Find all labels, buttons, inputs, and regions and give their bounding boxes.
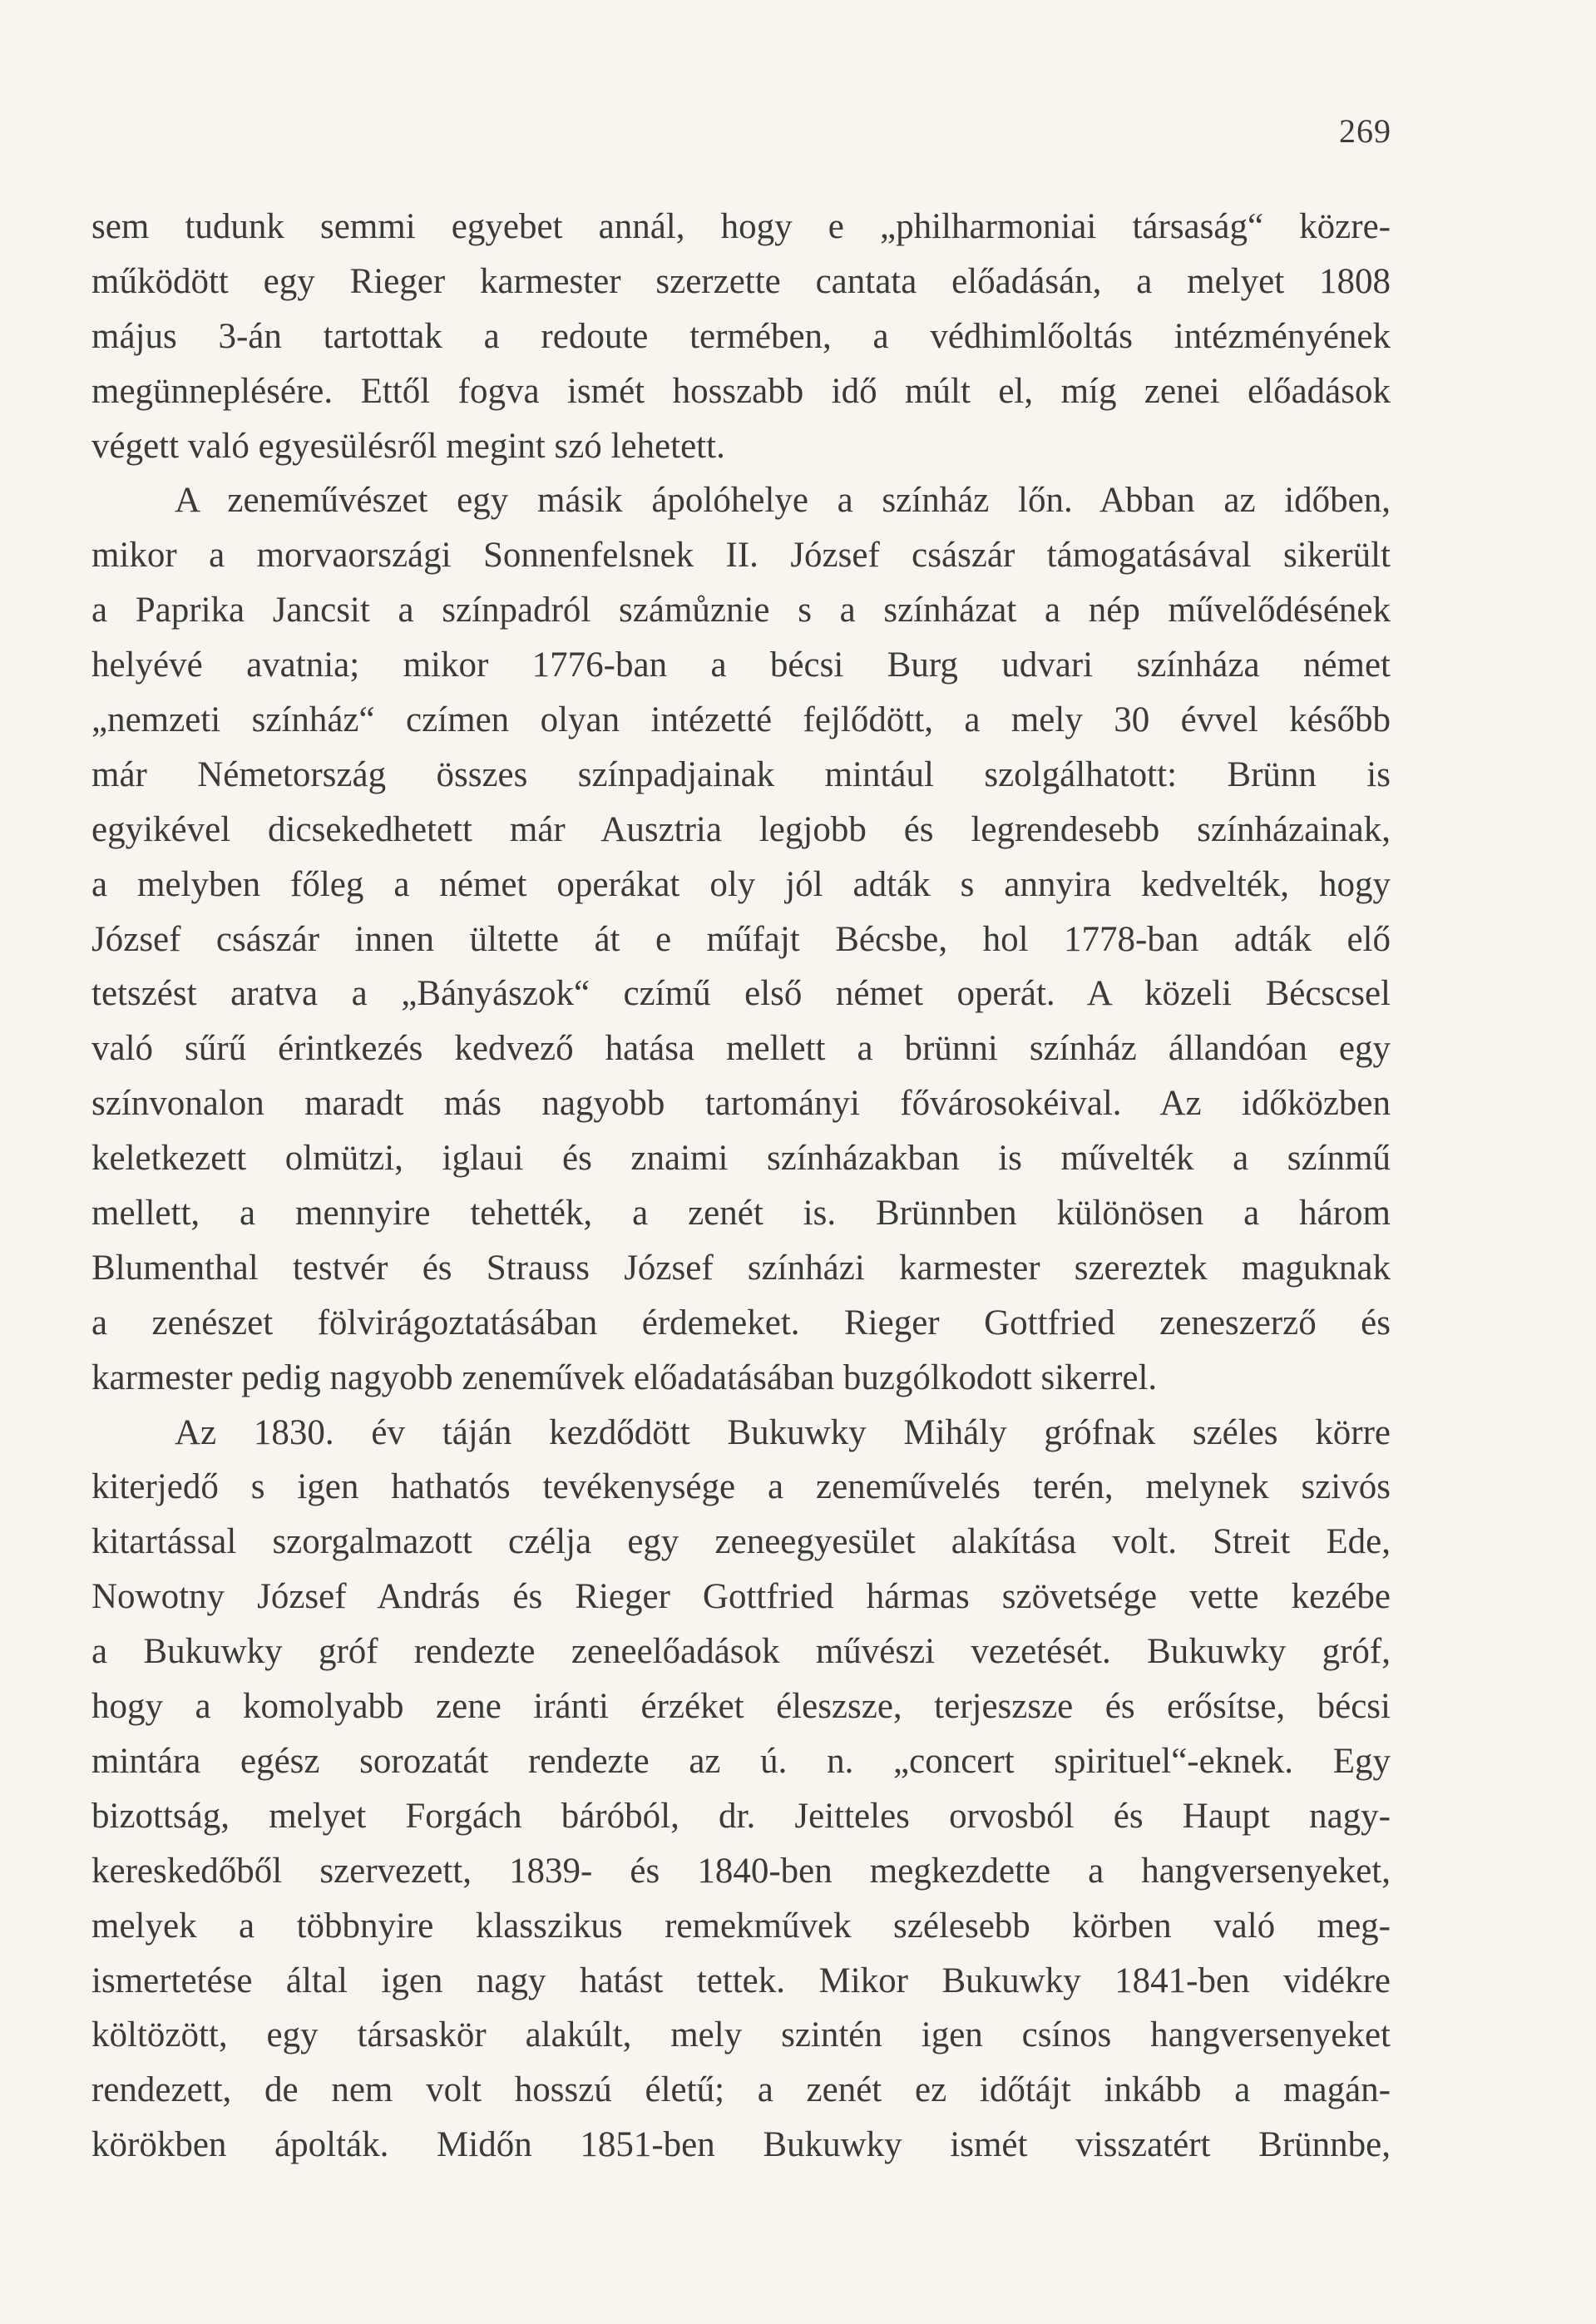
text-line: május 3-án tartottak a redoute termében, a védhimlőoltás intézményének bbox=[91, 316, 1391, 356]
text-line: már Németország összes színpadjainak mintául szolgálhatott: Brünn is bbox=[91, 754, 1391, 794]
text-line: ismertetése által igen nagy hatást tettek. Mikor Bukuwky 1841-ben vidékre bbox=[91, 1961, 1391, 2000]
text-line: mintára egész sorozatát rendezte az ú. n. „concert spirituel“-eknek. Egy bbox=[91, 1741, 1391, 1781]
text-line: egyikével dicsekedhetett már Ausztria legjobb és legrendesebb színházainak, bbox=[91, 809, 1391, 849]
text-line: tetszést aratva a „Bányászok“ czímű első német operát. A közeli Bécscsel bbox=[91, 974, 1391, 1014]
text-line: végett való egyesülésről megint szó lehetett. bbox=[91, 426, 725, 466]
text-line: helyévé avatnia; mikor 1776-ban a bécsi Burg udvari színháza német bbox=[91, 645, 1391, 685]
text-line: kiterjedő s igen hathatós tevékenysége a zeneművelés terén, melynek szivós bbox=[91, 1467, 1391, 1507]
text-line: színvonalon maradt más nagyobb tartományi fővárosokéival. Az időközben bbox=[91, 1084, 1391, 1124]
text-line: hogy a komolyabb zene iránti érzéket éleszsze, terjeszsze és erősítse, bécsi bbox=[91, 1687, 1391, 1727]
text-line: a zenészet fölvirágoztatásában érdemeket. Rieger Gottfried zeneszerző és bbox=[91, 1303, 1391, 1342]
text-line: bizottság, melyet Forgách báróból, dr. Jeitteles orvosból és Haupt nagy- bbox=[91, 1796, 1391, 1836]
text-line: A zeneművészet egy másik ápolóhelye a színház lőn. Abban az időben, bbox=[175, 481, 1391, 521]
text-line: a Paprika Jancsit a színpadról számůznie s a színházat a nép művelődésének bbox=[91, 591, 1391, 630]
text-line: József császár innen ültette át e műfajt Bécsbe, hol 1778-ban adták elő bbox=[91, 919, 1391, 959]
text-line: Blumenthal testvér és Strauss József színházi karmester szereztek maguknak bbox=[91, 1248, 1391, 1288]
text-line: rendezett, de nem volt hosszú életű; a zenét ez időtájt inkább a magán- bbox=[91, 2070, 1391, 2110]
body-text bbox=[91, 200, 1391, 2173]
text-line: mikor a morvaországi Sonnenfelsnek II. József császár támogatásával sikerült bbox=[91, 536, 1391, 576]
text-line: Nowotny József András és Rieger Gottfried hármas szövetsége vette kezébe bbox=[91, 1577, 1391, 1617]
text-line: kitartással szorgalmazott czélja egy zeneegyesület alakítása volt. Streit Ede, bbox=[91, 1522, 1391, 1562]
text-line: működött egy Rieger karmester szerzette cantata előadásán, a melyet 1808 bbox=[91, 261, 1391, 301]
text-line: megünneplésére. Ettől fogva ismét hosszabb idő múlt el, míg zenei előadások bbox=[91, 371, 1391, 411]
text-line: sem tudunk semmi egyebet annál, hogy e „philharmoniai társaság“ közre- bbox=[91, 207, 1391, 246]
text-line: kereskedőből szervezett, 1839- és 1840-ben megkezdette a hangversenyeket, bbox=[91, 1851, 1391, 1891]
text-line: körökben ápolták. Midőn 1851-ben Bukuwky ismét visszatért Brünnbe, bbox=[91, 2125, 1391, 2165]
text-line: a melyben főleg a német operákat oly jól adták s annyira kedvelték, hogy bbox=[91, 864, 1391, 904]
text-line: karmester pedig nagyobb zeneművek előadatásában buzgólkodott sikerrel. bbox=[91, 1357, 1158, 1397]
text-line: „nemzeti színház“ czímen olyan intézetté fejlődött, a mely 30 évvel később bbox=[91, 700, 1391, 740]
text-line: a Bukuwky gróf rendezte zeneelőadások művészi vezetését. Bukuwky gróf, bbox=[91, 1632, 1391, 1672]
page-number: 269 bbox=[1339, 112, 1391, 150]
text-line: való sűrű érintkezés kedvező hatása mellett a brünni színház állandóan egy bbox=[91, 1029, 1391, 1069]
text-line: mellett, a mennyire tehették, a zenét is. Brünnben különösen a három bbox=[91, 1194, 1391, 1234]
text-line: költözött, egy társaskör alakúlt, mely szintén igen csínos hangversenyeket bbox=[91, 2015, 1391, 2055]
text-line: Az 1830. év táján kezdődött Bukuwky Mihály grófnak széles körre bbox=[175, 1412, 1391, 1452]
text-line: melyek a többnyire klasszikus remekművek szélesebb körben való meg- bbox=[91, 1906, 1391, 1946]
text-line: keletkezett olmützi, iglaui és znaimi színházakban is művelték a színmű bbox=[91, 1139, 1391, 1179]
